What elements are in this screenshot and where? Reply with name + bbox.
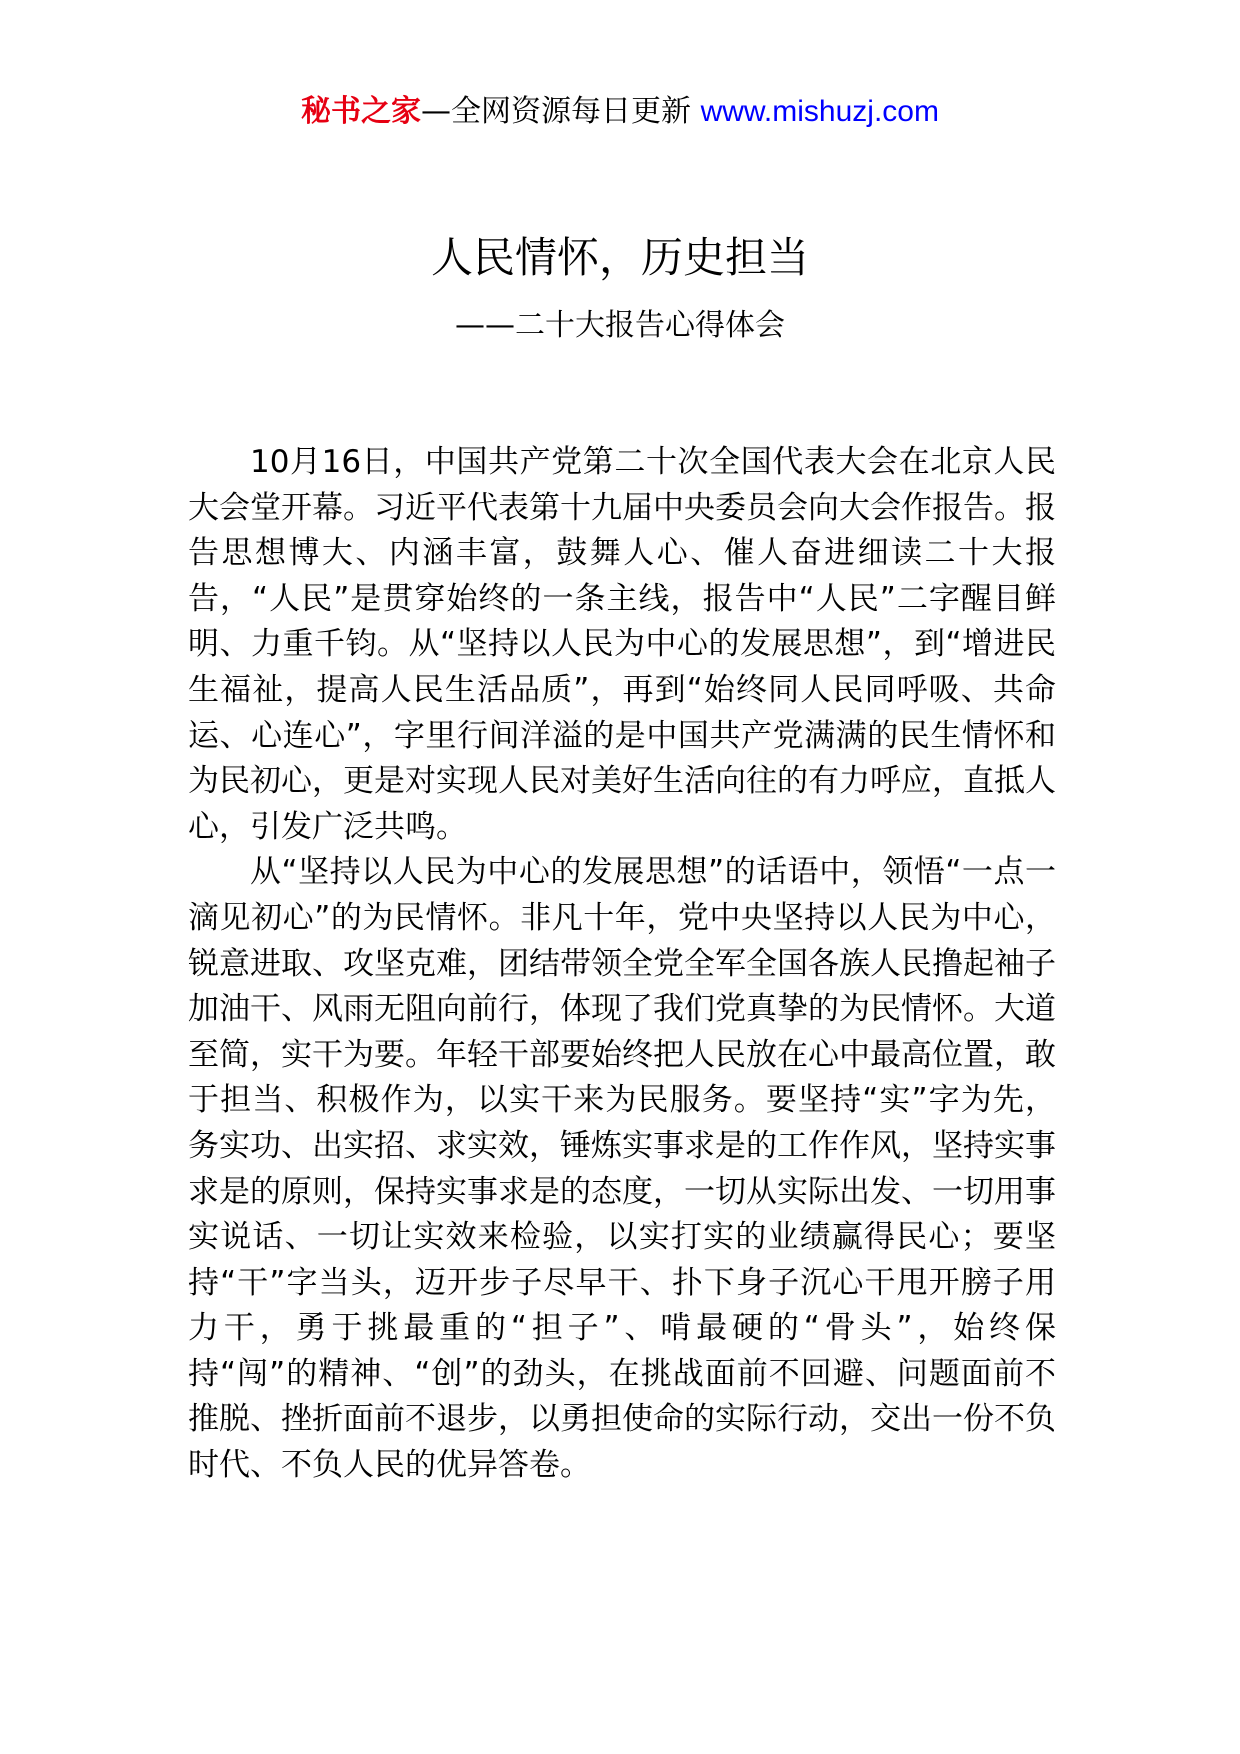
header-tagline: —全网资源每日更新 <box>421 94 692 129</box>
document-title: 人民情怀，历史担当 <box>430 233 809 282</box>
article-body <box>188 440 1056 1489</box>
document-subtitle: ——二十大报告心得体会 <box>455 308 785 343</box>
site-url-link[interactable]: www.mishuzj.com <box>700 95 939 128</box>
article-paragraph-2: 从“坚持以人民为中心的发展思想”的话语中，领悟“一点一滴见初心”的为民情怀。非凡十年，党中央坚持以人民为中心，锐意进取、攻坚克难，团结带领全党全军全国各族人民撸起袖子加油干、风雨无阻向前行，体现了我们党真挚的为民情怀。大道至简，实干为要。年轻干部要始终把人民放在心中最高位置，敢于担当、积极作为，以实干来为民服务。要坚持“实”字为先，务实功、出实招、求实效，锤炼实事求是的工作作风，坚持实事求是的原则，保持实事求是的态度，一切从实际出发、一切用事实说话、一切让实效来检验，以实打实的业绩赢得民心；要坚持“干”字当头，迈开步子尽早干、扑下身子沉心干甩开膀子用力干，勇于挑最重的“担子”、啃最硬的“骨头”，始终保持“闯”的精神、“创”的劲头，在挑战面前不回避、问题面前不推脱、挫折面前不退步，以勇担使命的实际行动，交出一份不负时代、不负人民的优异答卷。 <box>188 854 1056 1484</box>
brand-name: 秘书之家 <box>301 94 422 129</box>
article-paragraph-1: 10月16日，中国共产党第二十次全国代表大会在北京人民大会堂开幕。习近平代表第十九届中央委员会向大会作报告。报告思想博大、内涵丰富，鼓舞人心、催人奋进细读二十大报告，“人民”是贯穿始终的一条主线，报告中“人民”二字醒目鲜明、力重千钧。从“坚持以人民为中心的发展思想”，到“增进民生福祉，提高人民生活品质”，再到“始终同人民同呼吸、共命运、心连心”，字里行间洋溢的是中国共产党满满的民生情怀和为民初心，更是对实现人民对美好生活向往的有力呼应，直抵人心，引发广泛共鸣。 <box>188 444 1056 845</box>
site-header <box>0 92 1240 132</box>
